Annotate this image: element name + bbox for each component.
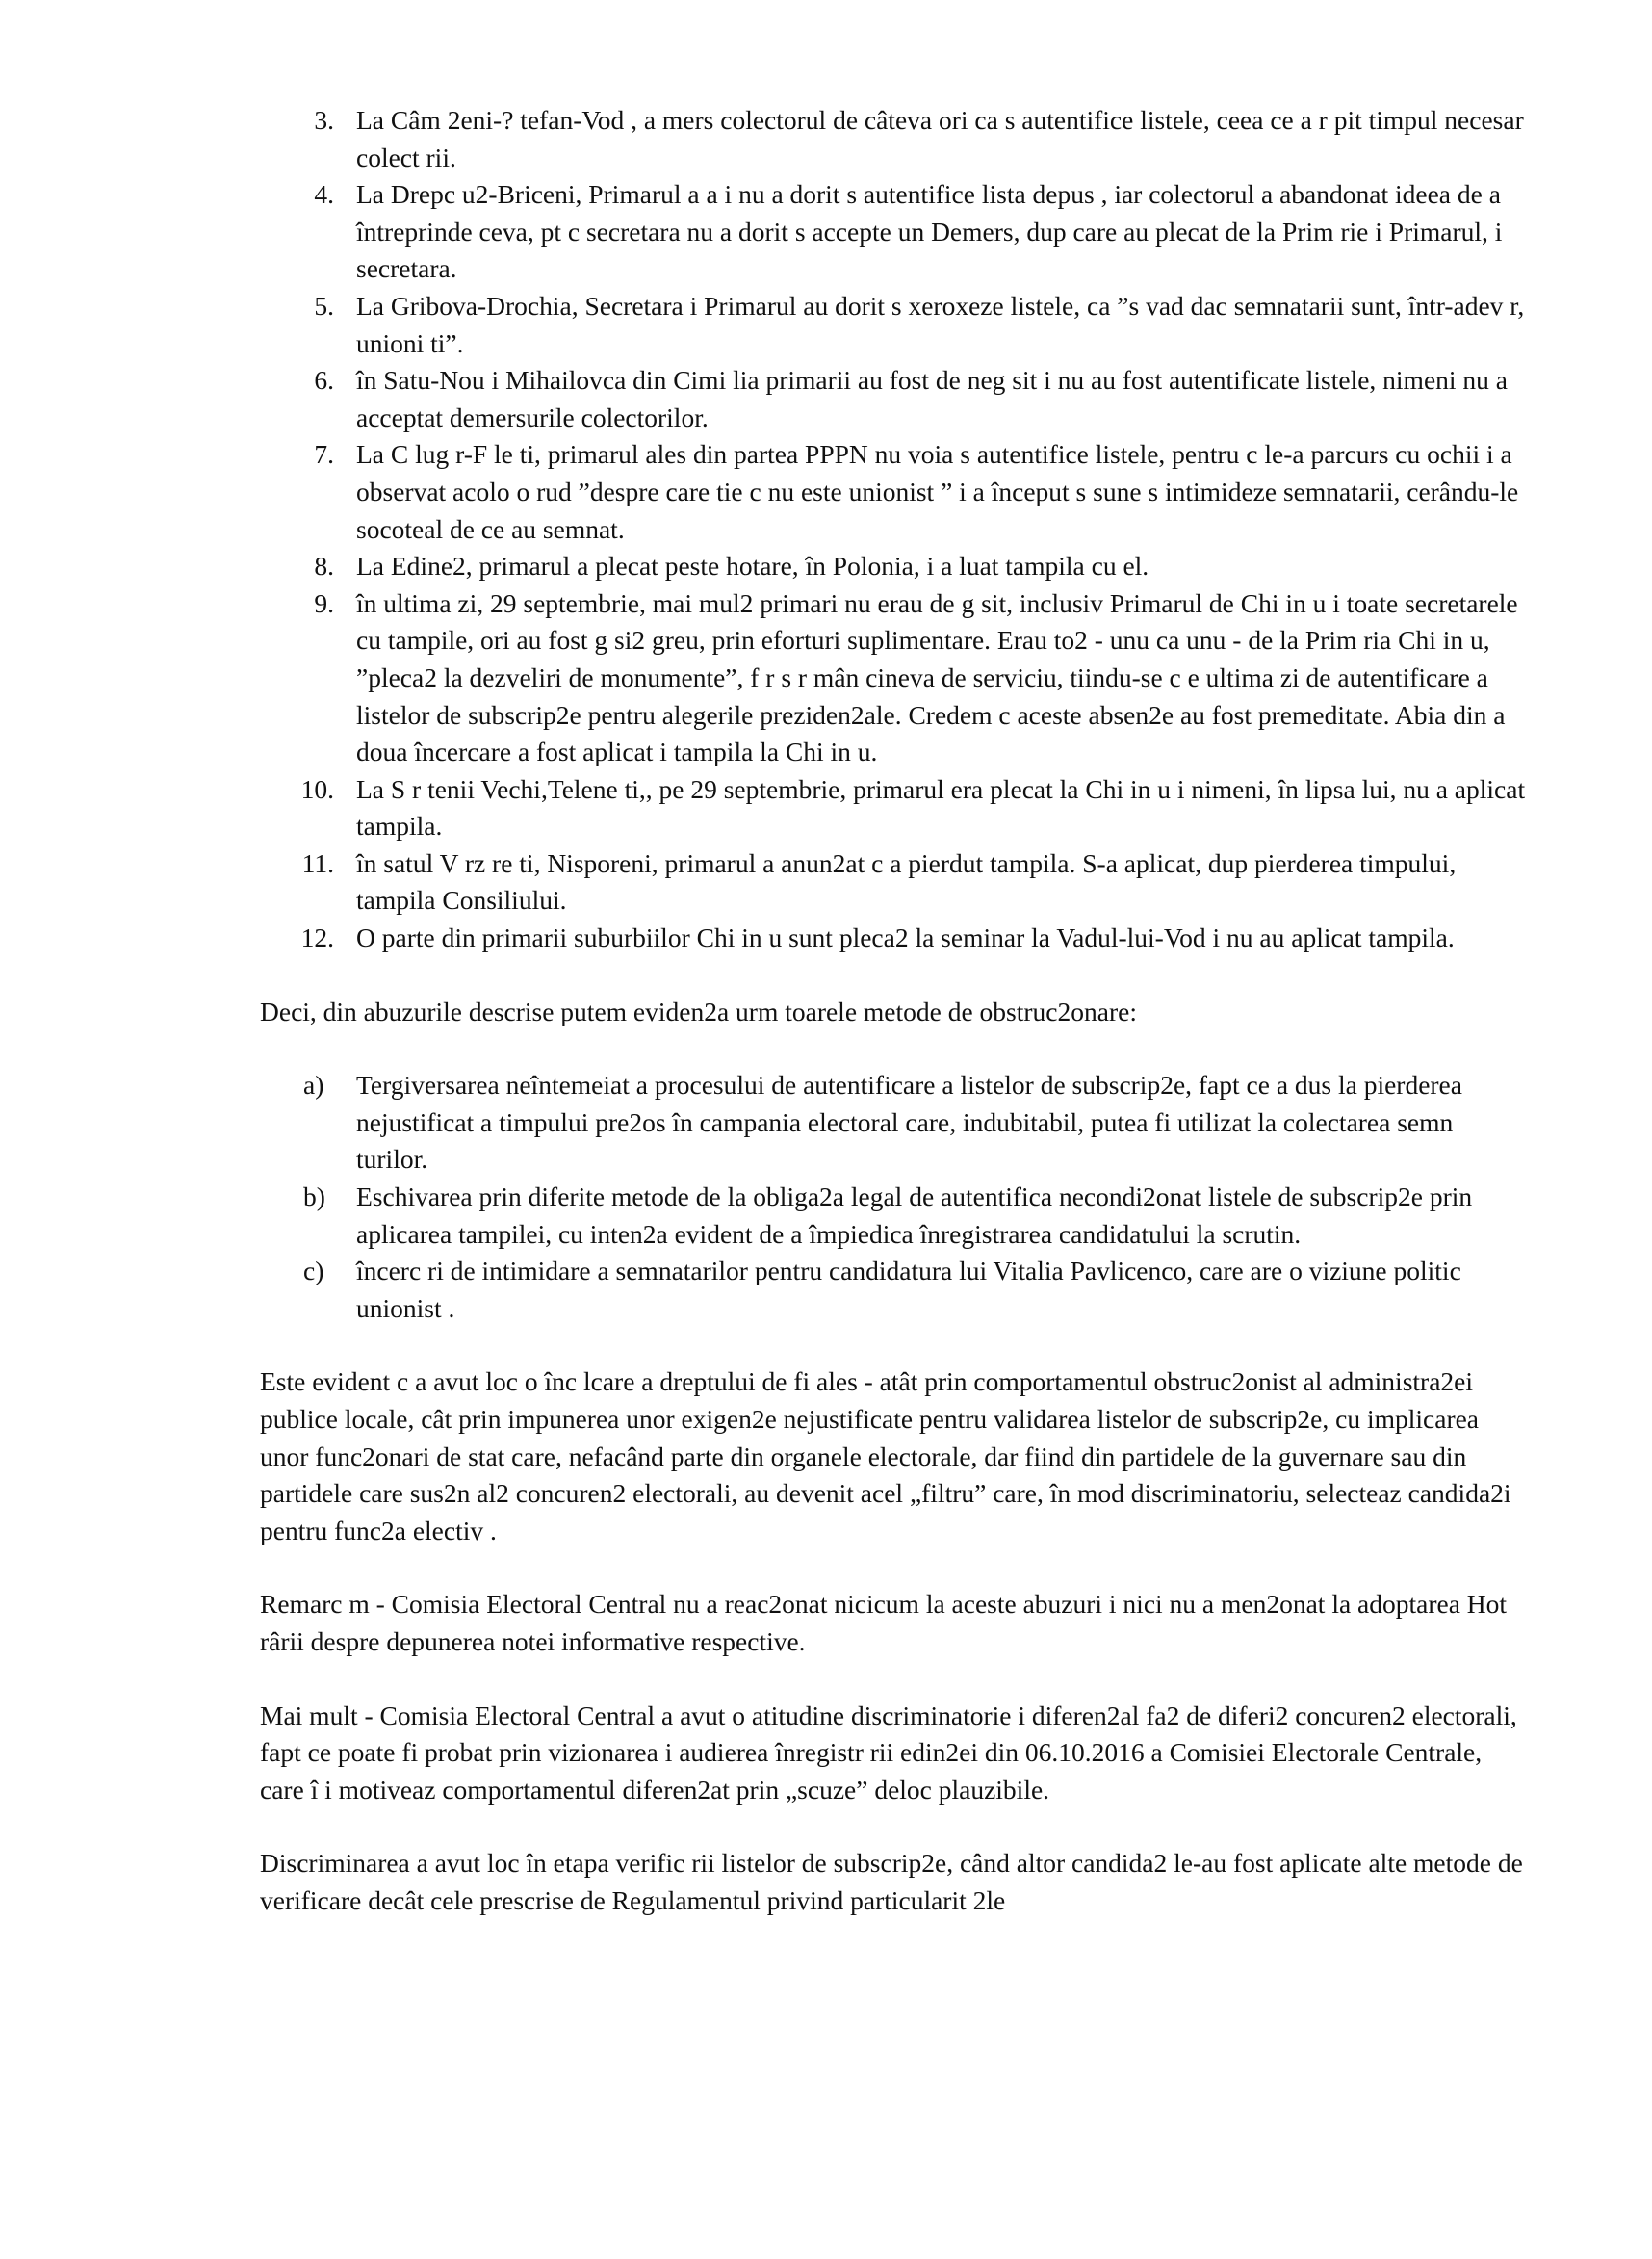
list-text: La Gribova-Drochia, Secretara i Primarul au dorit s xeroxeze listele, ca ”s vad dac semnatarii sunt, într-adev r, unioni ti”. xyxy=(356,290,1525,358)
list-item xyxy=(260,436,1531,548)
list-text: în satul V rz re ti, Nisporeni, primarul a anun2at c a pierdut tampila. S-a aplicat, dup pierderea timpului, tampila Consiliului. xyxy=(356,847,1457,916)
abuse-list xyxy=(260,102,1531,957)
list-item xyxy=(260,771,1531,845)
list-letter: a) xyxy=(303,1070,324,1101)
list-number: 8. xyxy=(314,551,334,582)
list-text: La C lug r-F le ti, primarul ales din partea PPPN nu voia s autentifice listele, pentru c le-a parcurs cu ochii i a observat acolo o rud ”despre care tie c nu este unionist ” i a început s sune s intimideze semnatarii, cerându-le socoteal de ce au semnat. xyxy=(356,439,1519,544)
body-paragraph: Mai mult - Comisia Electoral Central a avut o atitudine discriminatorie i diferen2al fa2 de diferi2 concuren2 electorali, fapt ce poate fi probat prin vizionarea i audierea înregistr rii edin2ei din 06.10.2016 a Comisiei Electorale Centrale, care î i motiveaz comportamentul diferen2at prin „scuze” deloc plauzibile. xyxy=(260,1700,1517,1805)
list-text: Tergiversarea neîntemeiat a procesului de autentificare a listelor de subscrip2e, fapt ce a dus la pierderea nejustificat a timpului pre2os în campania electoral care, indubitabil, putea fi utilizat la colectarea semn turilor. xyxy=(356,1070,1462,1175)
list-number: 7. xyxy=(314,439,334,470)
list-text: La Edine2, primarul a plecat peste hotare, în Polonia, i a luat tampila cu el. xyxy=(356,551,1149,582)
list-text: în ultima zi, 29 septembrie, mai mul2 primari nu erau de g sit, inclusiv Primarul de Chi in u i toate secretarele cu tampile, ori au fost g si2 greu, prin eforturi suplimentare. Erau to2 - unu ca unu - de la Prim ria Chi in u, ”pleca2 la dezveliri de monumente”, f r s r mân cineva de serviciu, tiindu-se c e ultima zi de autentificare a listelor de subscrip2e pentru alegerile preziden2ale. Credem c aceste absen2e au fost premeditate. Abia din a doua încercare a fost aplicat i tampila la Chi in u. xyxy=(356,587,1518,767)
body-paragraph: Remarc m - Comisia Electoral Central nu a reac2onat nicicum la aceste abuzuri i nici nu a men2onat la adoptarea Hot rârii despre depunerea notei informative respective. xyxy=(260,1589,1508,1656)
list-item xyxy=(260,845,1531,920)
list-number: 11. xyxy=(301,847,334,878)
list-text: La S r tenii Vechi,Telene ti,, pe 29 septembrie, primarul era plecat la Chi in u i nimeni, în lipsa lui, nu a aplicat tampila. xyxy=(356,773,1526,842)
list-item xyxy=(260,102,1531,176)
document-page xyxy=(260,102,1531,1920)
body-paragraph: Discriminarea a avut loc în etapa verific rii listelor de subscrip2e, când altor candida2 le-au fost aplicate alte metode de verificare decât cele prescrise de Regulamentul privind particularit 2le xyxy=(260,1848,1523,1915)
abuses-intro-paragraph: Deci, din abuzurile descrise putem eviden2a urm toarele metode de obstruc2onare: xyxy=(260,996,1137,1026)
list-text: încerc ri de intimidare a semnatarilor pentru candidatura lui Vitalia Pavlicenco, care are o viziune politic unionist . xyxy=(356,1256,1461,1323)
list-letter: b) xyxy=(303,1181,325,1212)
list-text: O parte din primarii suburbiilor Chi in u sunt pleca2 la seminar la Vadul-lui-Vod i nu au aplicat tampila. xyxy=(356,922,1455,953)
body-paragraph: Este evident c a avut loc o înc lcare a dreptului de fi ales - atât prin comportamentul obstruc2onist al administra2ei publice locale, cât prin impunerea unor exigen2e nejustificate pentru validarea listelor de subscrip2e, cu implicarea unor func2onari de stat care, nefacând parte din organele electorale, dar fiind din partidele de la guvernare sau din partidele care sus2n al2 concuren2 electorali, au devenit acel „filtru” care, în mod discriminatoriu, selecteaz candida2i pentru func2a electiv . xyxy=(260,1366,1511,1545)
list-number: 6. xyxy=(314,365,334,396)
list-item xyxy=(260,548,1531,585)
list-item xyxy=(260,362,1531,436)
list-item xyxy=(260,585,1531,771)
list-letter: c) xyxy=(303,1256,324,1286)
list-text: Eschivarea prin diferite metode de la obliga2a legal de autentifica necondi2onat listele de subscrip2e prin aplicarea tampilei, cu inten2a evident de a împiedica înregistrarea candidatului la scrutin. xyxy=(356,1181,1473,1249)
list-item xyxy=(260,1179,1531,1253)
list-number: 5. xyxy=(314,290,334,321)
list-number: 3. xyxy=(314,105,334,135)
list-text: în Satu-Nou i Mihailovca din Cimi lia primarii au fost de neg sit i nu au fost autentificate listele, nimeni nu a acceptat demersurile colectorilor. xyxy=(356,365,1508,432)
list-item xyxy=(260,288,1531,362)
list-item xyxy=(260,1067,1531,1179)
list-text: La Drepc u2-Briceni, Primarul a a i nu a dorit s autentifice lista depus , iar colectorul a abandonat ideea de a întreprinde ceva, pt c secretara nu a dorit s accepte un Demers, dup care au plecat de la Prim rie i Primarul, i secretara. xyxy=(356,179,1503,284)
list-number: 9. xyxy=(314,587,334,618)
list-number: 4. xyxy=(314,179,334,210)
list-item xyxy=(260,1253,1531,1327)
list-item xyxy=(260,176,1531,288)
list-number: 10. xyxy=(300,773,334,804)
obstruction-methods-list xyxy=(260,1067,1531,1327)
list-number: 12. xyxy=(300,922,334,953)
list-item xyxy=(260,920,1531,957)
list-text: La Câm 2eni-? tefan-Vod , a mers colectorul de câteva ori ca s autentifice listele, ceea ce a r pit timpul necesar colect rii. xyxy=(356,105,1524,172)
